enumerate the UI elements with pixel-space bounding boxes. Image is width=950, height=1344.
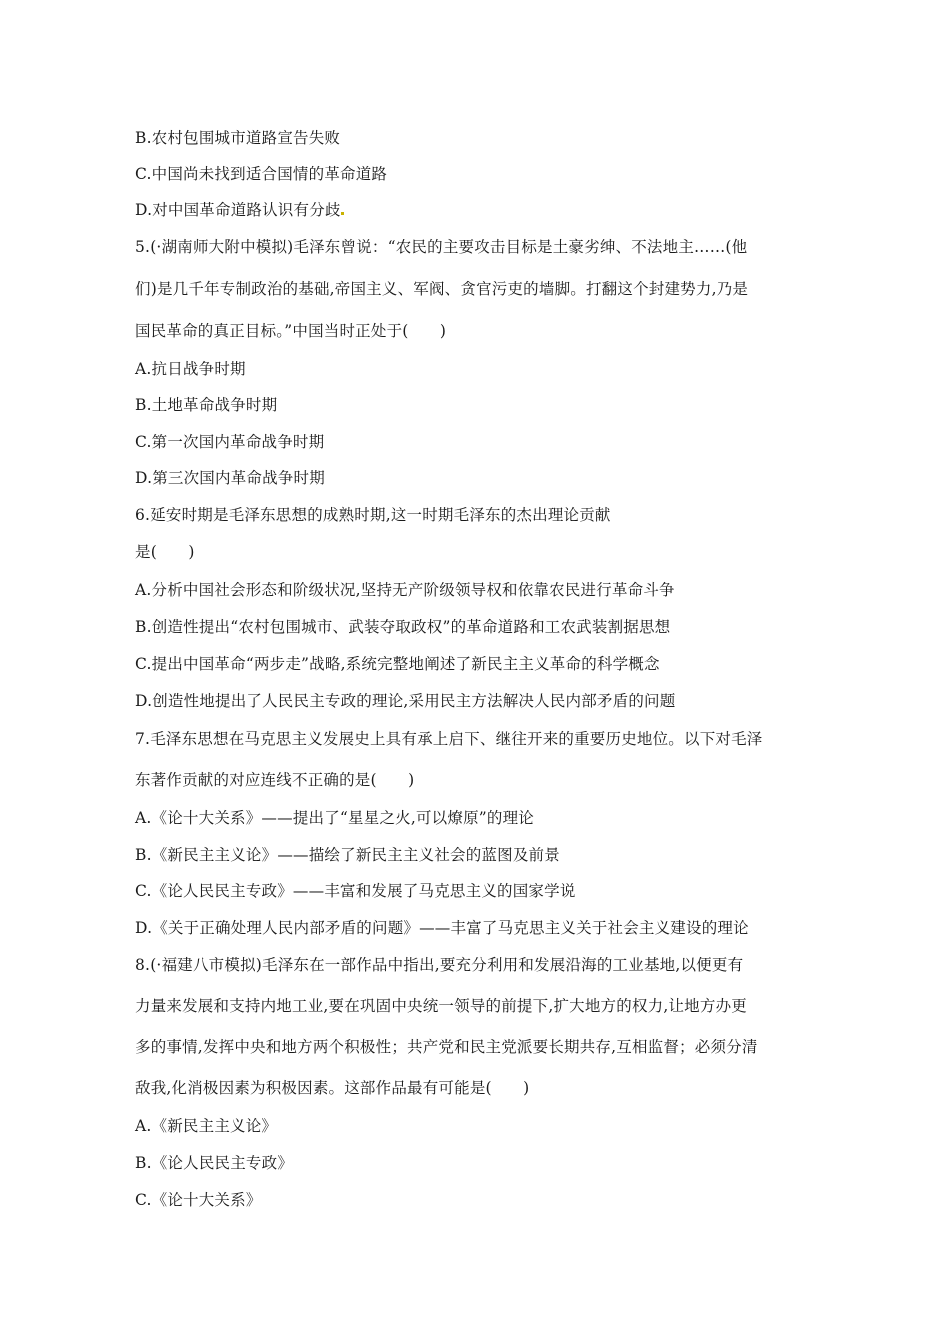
- option-4b: B.农村包围城市道路宣告失败: [135, 129, 341, 147]
- option-6b: B.创造性提出“农村包围城市、武装夺取政权”的革命道路和工农武装割据思想: [135, 618, 671, 636]
- question-8-line-1: 8.(·福建八市模拟)毛泽东在一部作品中指出,要充分利用和发展沿海的工业基地,以便更有: [135, 956, 744, 974]
- option-4d: [135, 200, 825, 220]
- question-5-line-2: 们)是几千年专制政治的基础,帝国主义、军阀、贪官污吏的墙脚。打翻这个封建势力,乃是: [135, 280, 749, 298]
- option-8a: A.《新民主主义论》: [135, 1117, 278, 1135]
- option-8c: C.《论十大关系》: [135, 1191, 262, 1209]
- option-6a: A.分析中国社会形态和阶级状况,坚持无产阶级领导权和依靠农民进行革命斗争: [135, 581, 675, 599]
- option-5d: D.第三次国内革命战争时期: [135, 469, 325, 487]
- yellow-dot-mark: [341, 212, 344, 215]
- option-6d: D.创造性地提出了人民民主专政的理论,采用民主方法解决人民内部矛盾的问题: [135, 692, 676, 710]
- question-7-line-1: 7.毛泽东思想在马克思主义发展史上具有承上启下、继往开来的重要历史地位。以下对毛泽: [135, 730, 763, 748]
- option-6c: C.提出中国革命“两步走”战略,系统完整地阐述了新民主主义革命的科学概念: [135, 655, 660, 673]
- question-6-line-2: 是( ): [135, 543, 195, 561]
- option-5b: B.土地革命战争时期: [135, 396, 278, 414]
- option-5c: C.第一次国内革命战争时期: [135, 433, 325, 451]
- question-5-line-1: 5.(·湖南师大附中模拟)毛泽东曾说：“农民的主要攻击目标是土豪劣绅、不法地主……(他: [135, 238, 748, 256]
- option-5a: A.抗日战争时期: [135, 360, 246, 378]
- option-7d: D.《关于正确处理人民内部矛盾的问题》——丰富了马克思主义关于社会主义建设的理论: [135, 919, 749, 937]
- option-7b: B.《新民主主义论》——描绘了新民主主义社会的蓝图及前景: [135, 846, 560, 864]
- question-8-line-4: 敌我,化消极因素为积极因素。这部作品最有可能是( ): [135, 1079, 530, 1097]
- question-7-line-2: 东著作贡献的对应连线不正确的是( ): [135, 771, 415, 789]
- question-8-line-2: 力量来发展和支持内地工业,要在巩固中央统一领导的前提下,扩大地方的权力,让地方办更: [135, 997, 747, 1015]
- option-4c: C.中国尚未找到适合国情的革命道路: [135, 165, 388, 183]
- option-7c: C.《论人民民主专政》——丰富和发展了马克思主义的国家学说: [135, 882, 576, 900]
- option-4d-text: D.对中国革命道路认识有分歧: [135, 201, 341, 219]
- question-8-line-3: 多的事情,发挥中央和地方两个积极性；共产党和民主党派要长期共存,互相监督；必须分清: [135, 1038, 758, 1056]
- question-5-line-3: 国民革命的真正目标。”中国当时正处于( ): [135, 322, 447, 340]
- question-6-line-1: 6.延安时期是毛泽东思想的成熟时期,这一时期毛泽东的杰出理论贡献: [135, 506, 611, 524]
- option-8b: B.《论人民民主专政》: [135, 1154, 294, 1172]
- option-7a: A.《论十大关系》——提出了“星星之火,可以燎原”的理论: [135, 809, 534, 827]
